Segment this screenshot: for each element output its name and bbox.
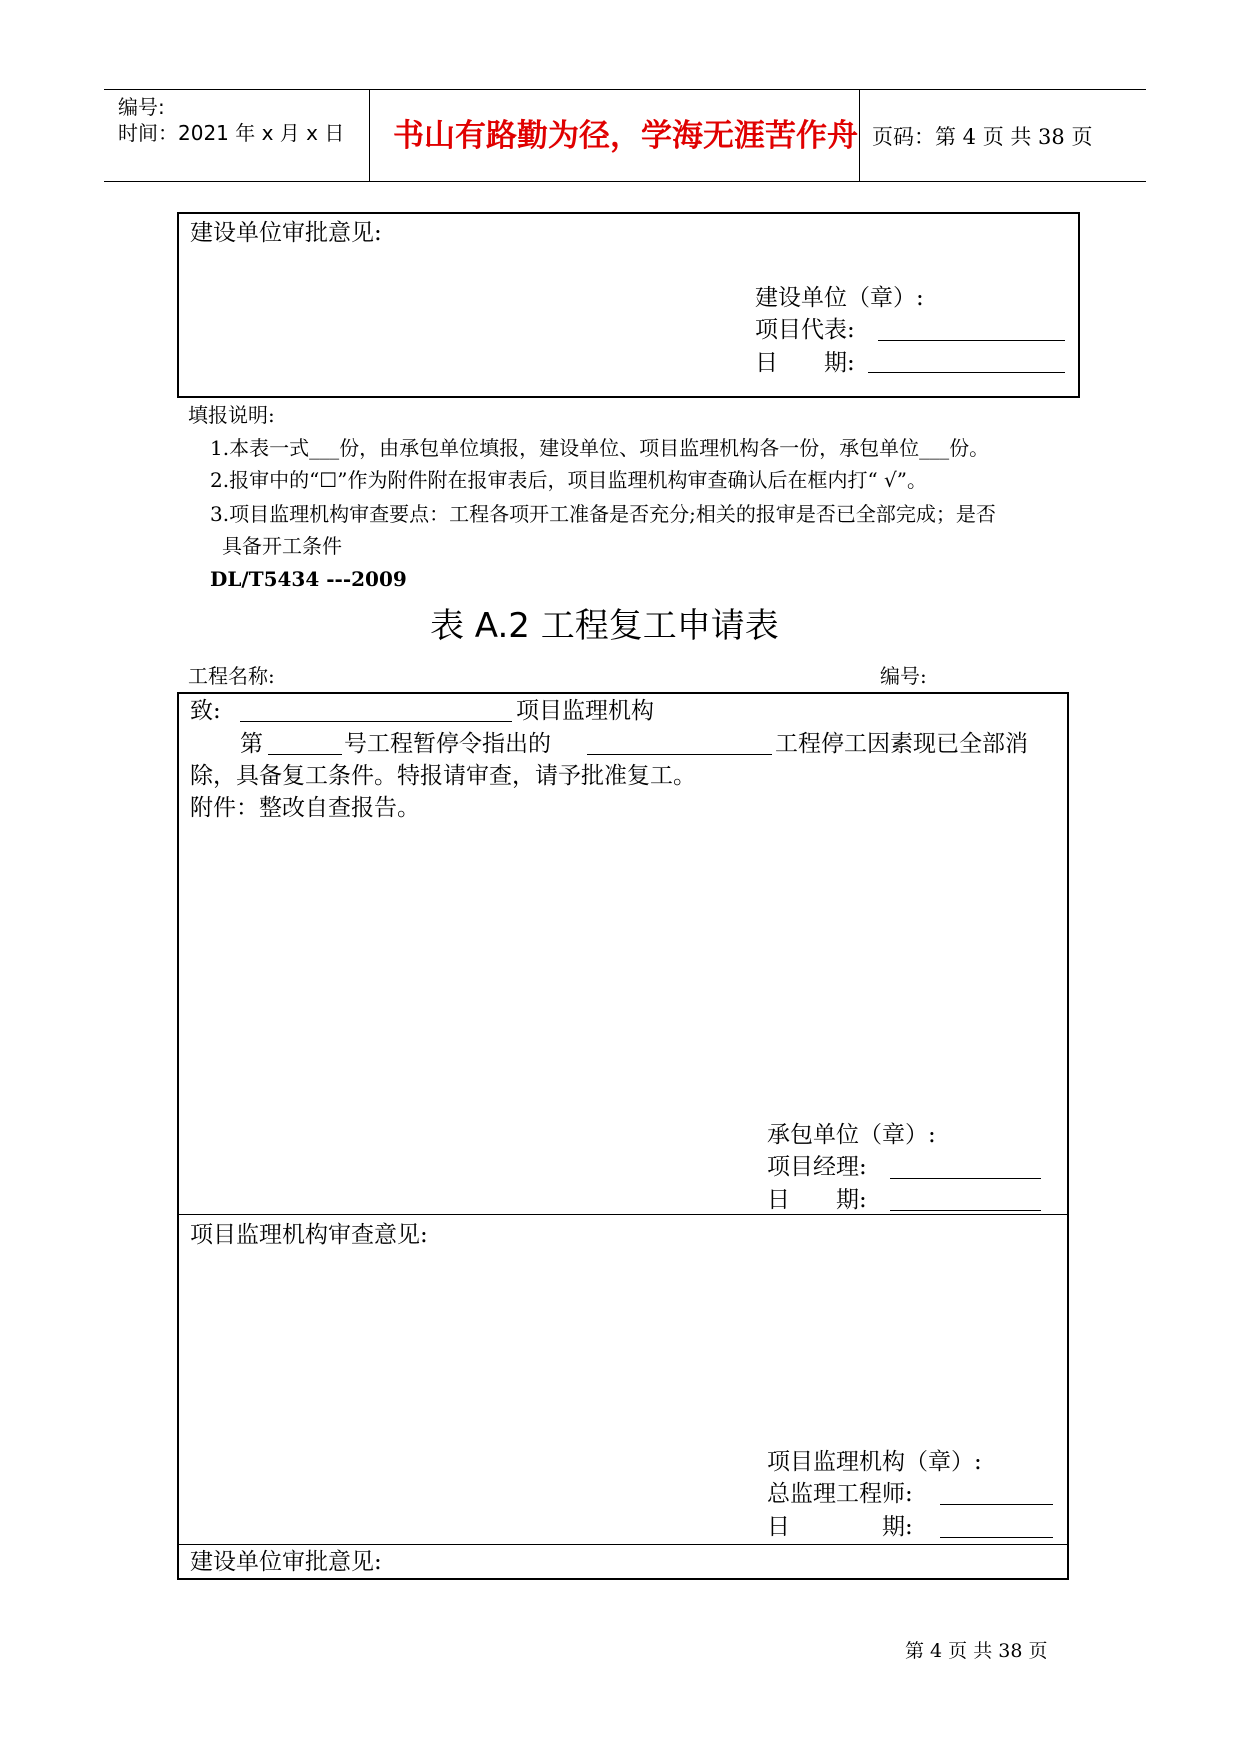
project-name-label: 工程名称:	[188, 664, 275, 688]
supervision-title: 项目监理机构审查意见:	[190, 1222, 428, 1248]
chief-engineer-field[interactable]	[940, 1504, 1053, 1505]
owner-rep-label: 项目代表:	[755, 317, 855, 343]
supervision-stamp-label: 项目监理机构（章）:	[767, 1449, 982, 1475]
contractor-stamp-label: 承包单位（章）:	[767, 1122, 936, 1148]
contractor-date-field[interactable]	[890, 1210, 1041, 1211]
supervision-date-label: 日 期:	[767, 1514, 913, 1540]
contractor-date-label: 日 期:	[767, 1187, 867, 1213]
header-divider-right	[859, 89, 860, 181]
order-number-field[interactable]	[268, 754, 342, 755]
body-order-text: 号工程暂停令指出的	[344, 731, 551, 757]
notes-line-2: 2.报审中的“☐”作为附件附在报审表后，项目监理机构审查确认后在框内打“ √”。	[210, 468, 928, 492]
owner-unit-stamp-label: 建设单位（章）:	[755, 285, 924, 311]
header-time-label: 时间：2021 年 x 月 x 日	[118, 121, 345, 145]
header-divider-left	[369, 89, 370, 181]
owner-date-label: 日 期:	[755, 350, 855, 376]
notes-line-3b: 具备开工条件	[222, 534, 342, 558]
body-line-2: 除，具备复工条件。特报请审查，请予批准复工。	[190, 763, 696, 789]
row-divider-2	[177, 1544, 1069, 1545]
supervision-date-field[interactable]	[940, 1537, 1053, 1538]
owner-approval-title: 建设单位审批意见:	[190, 220, 382, 246]
body-stop-text: 工程停工因素现已全部消	[775, 731, 1028, 757]
footer-page-number: 第 4 页 共 38 页	[905, 1640, 1048, 1662]
header-motto: 书山有路勤为径，学海无涯苦作舟	[393, 118, 858, 154]
standard-code: DL/T5434 ---2009	[210, 567, 407, 591]
header-page-label: 页码：第 4 页 共 38 页	[872, 125, 1093, 149]
header-top-rule	[104, 89, 1146, 90]
header-number-label: 编号:	[118, 95, 165, 119]
owner-rep-field[interactable]	[878, 340, 1065, 341]
notes-line-3a: 3.项目监理机构审查要点：工程各项开工准备是否充分;相关的报审是否已全部完成；是否	[210, 502, 996, 526]
owner-approval-title-2: 建设单位审批意见:	[190, 1549, 382, 1575]
owner-date-field[interactable]	[868, 372, 1065, 373]
notes-title: 填报说明:	[188, 403, 275, 427]
header-bottom-rule	[104, 181, 1146, 182]
to-suffix: 项目监理机构	[516, 698, 654, 724]
to-field[interactable]	[240, 721, 512, 722]
form-number-label: 编号:	[880, 664, 927, 688]
stop-reason-field[interactable]	[587, 754, 772, 755]
chief-engineer-label: 总监理工程师:	[767, 1481, 913, 1507]
form-title: 表 A.2 工程复工申请表	[430, 606, 779, 646]
notes-line-1: 1.本表一式___份，由承包单位填报，建设单位、项目监理机构各一份，承包单位___份。	[210, 436, 990, 460]
body-word-di: 第	[240, 731, 263, 757]
manager-label: 项目经理:	[767, 1154, 867, 1180]
row-divider-1	[177, 1214, 1069, 1215]
to-prefix: 致:	[190, 698, 221, 724]
manager-field[interactable]	[890, 1178, 1041, 1179]
attachment-text: 附件：整改自查报告。	[190, 795, 420, 821]
